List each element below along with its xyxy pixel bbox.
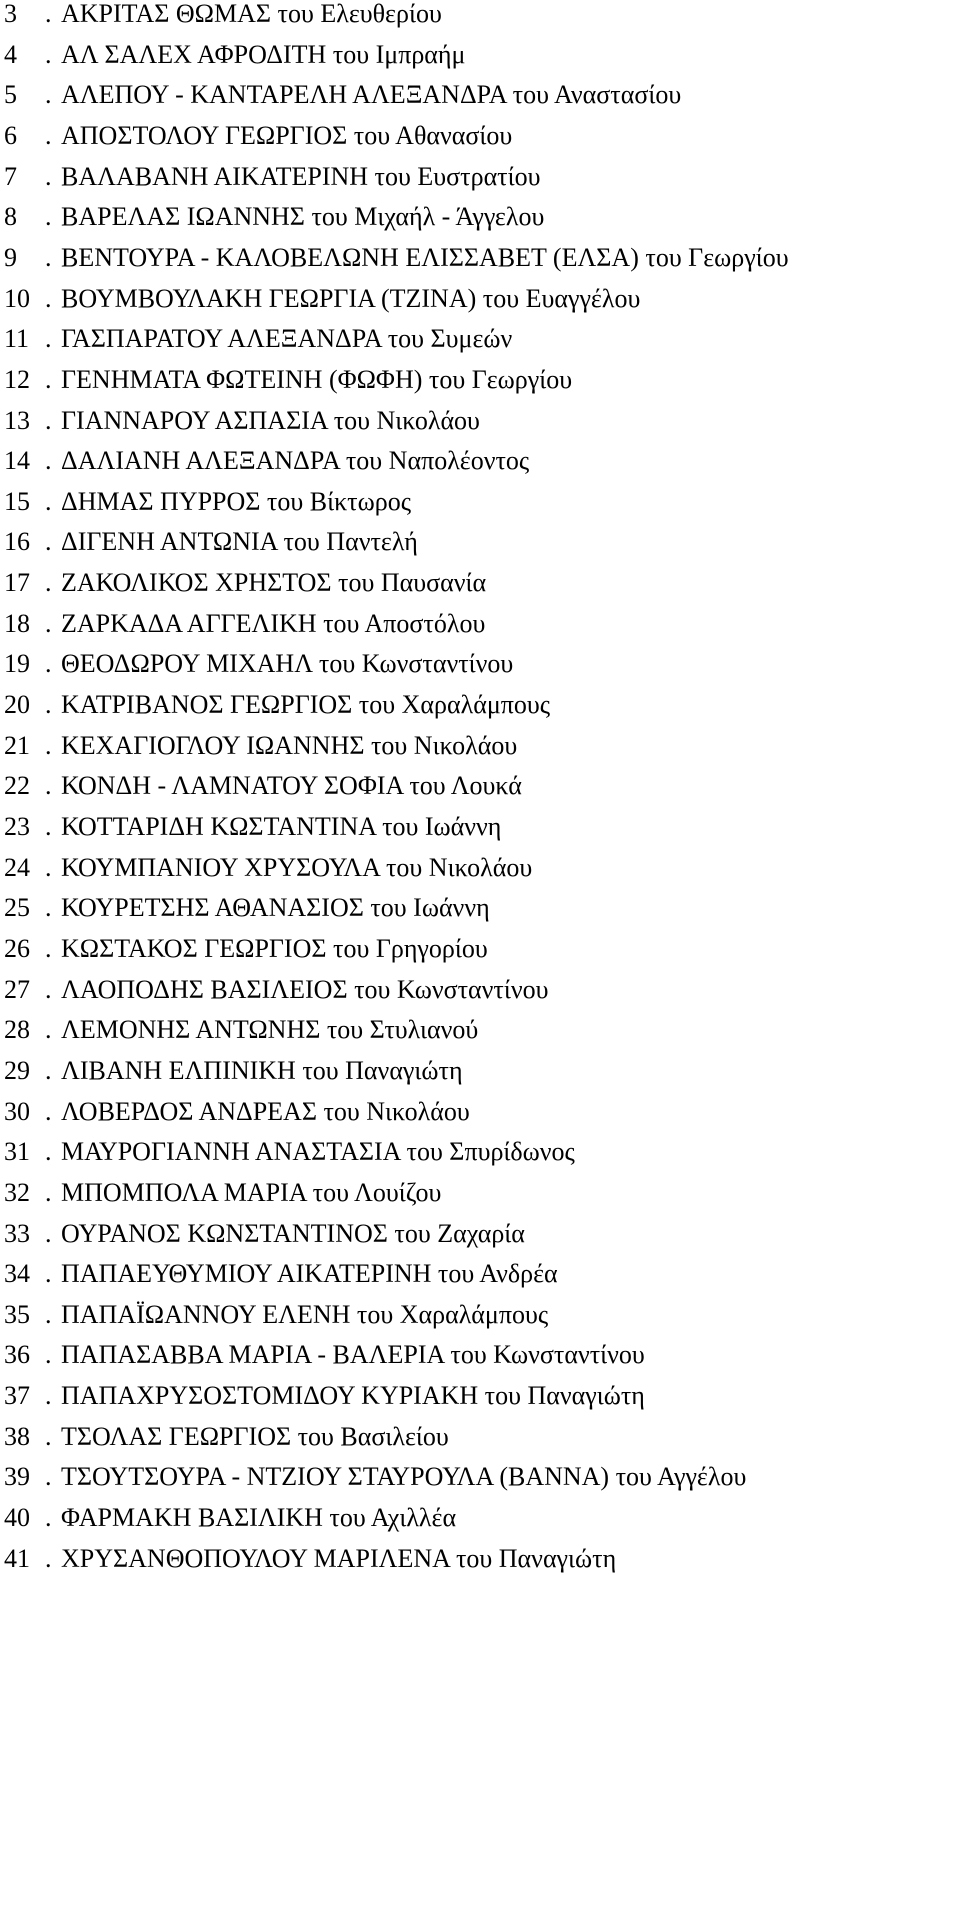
list-item-number: 17 xyxy=(4,568,30,598)
list-item-name: ΜΑΥΡΟΓΙΑΝΝΗ ΑΝΑΣΤΑΣΙΑ του Σπυρίδωνος xyxy=(61,1137,575,1167)
list-item-separator: . xyxy=(45,1096,52,1126)
list-item-number: 11 xyxy=(4,324,30,354)
list-item-separator: . xyxy=(45,1340,52,1370)
list-item-number: 7 xyxy=(4,161,17,191)
list-item-number: 10 xyxy=(4,283,30,313)
list-item-separator: . xyxy=(45,1503,52,1533)
list-item-name: ΚΟΥΡΕΤΣΗΣ ΑΘΑΝΑΣΙΟΣ του Ιωάννη xyxy=(61,893,490,923)
list-item-number: 32 xyxy=(4,1177,30,1207)
list-item-number: 39 xyxy=(4,1462,30,1492)
list-item-name: ΖΑΚΟΛΙΚΟΣ ΧΡΗΣΤΟΣ του Παυσανία xyxy=(61,568,487,598)
list-item-separator: . xyxy=(45,1421,52,1451)
list-item-number: 33 xyxy=(4,1218,30,1248)
list-item-number: 36 xyxy=(4,1340,30,1370)
list-item-name: ΑΠΟΣΤΟΛΟΥ ΓΕΩΡΓΙΟΣ του Αθανασίου xyxy=(61,120,513,150)
list-item-name: ΔΙΓΕΝΗ ΑΝΤΩΝΙΑ του Παντελή xyxy=(61,527,418,557)
list-item-separator: . xyxy=(45,202,52,232)
list-item-separator: . xyxy=(45,771,52,801)
list-item-number: 20 xyxy=(4,690,30,720)
list-item-separator: . xyxy=(45,446,52,476)
list-item xyxy=(4,482,411,522)
list-item xyxy=(4,0,442,34)
list-item-separator: . xyxy=(45,39,52,69)
list-item xyxy=(4,929,488,969)
list-item-number: 24 xyxy=(4,852,30,882)
list-item xyxy=(4,1498,456,1538)
list-item-number: 37 xyxy=(4,1381,30,1411)
list-item-name: ΓΙΑΝΝΑΡΟΥ ΑΣΠΑΣΙΑ του Νικολάου xyxy=(61,405,480,435)
list-item-name: ΓΑΣΠΑΡΑΤΟΥ ΑΛΕΞΑΝΔΡΑ του Συμεών xyxy=(61,324,513,354)
list-item-name: ΟΥΡΑΝΟΣ ΚΩΝΣΤΑΝΤΙΝΟΣ του Ζαχαρία xyxy=(61,1218,525,1248)
list-item-number: 31 xyxy=(4,1137,30,1167)
list-item xyxy=(4,1254,558,1294)
list-item-name: ΚΟΤΤΑΡΙΔΗ ΚΩΣΤΑΝΤΙΝΑ του Ιωάννη xyxy=(61,812,502,841)
list-item-name: ΒΑΛΑΒΑΝΗ ΑΙΚΑΤΕΡΙΝΗ του Ευστρατίου xyxy=(61,161,541,191)
list-item xyxy=(4,970,549,1010)
list-item-number: 26 xyxy=(4,933,30,963)
list-item xyxy=(4,1376,645,1416)
list-item-name: ΑΚΡΙΤΑΣ ΘΩΜΑΣ του Ελευθερίου xyxy=(61,0,442,28)
list-item-name: ΑΛ ΣΑΛΕΧ ΑΦΡΟΔΙΤΗ του Ιμπραήμ xyxy=(61,39,466,69)
list-item xyxy=(4,319,512,359)
list-item xyxy=(4,604,485,644)
list-item-separator: . xyxy=(45,690,52,720)
list-item-number: 21 xyxy=(4,730,30,760)
list-item-number: 22 xyxy=(4,771,30,801)
list-item xyxy=(4,441,529,481)
list-item-separator: . xyxy=(45,812,52,841)
list-item-name: ΒΕΝΤΟΥΡΑ - ΚΑΛΟΒΕΛΩΝΗ ΕΛΙΣΣΑΒΕΤ (ΕΛΣΑ) του Γεωργίου xyxy=(61,242,789,272)
list-item-separator: . xyxy=(45,0,52,28)
list-item-separator: . xyxy=(45,1015,52,1045)
list-item-separator: . xyxy=(45,486,52,516)
list-item-number: 23 xyxy=(4,812,30,841)
list-item-number: 9 xyxy=(4,242,17,272)
list-item xyxy=(4,197,544,237)
list-item-separator: . xyxy=(45,1055,52,1085)
list-item-name: ΛΟΒΕΡΔΟΣ ΑΝΔΡΕΑΣ του Νικολάου xyxy=(61,1096,470,1126)
list-item xyxy=(4,35,465,75)
list-item xyxy=(4,360,572,400)
list-item-number: 12 xyxy=(4,364,30,394)
list-item-number: 19 xyxy=(4,649,30,679)
list-item-separator: . xyxy=(45,974,52,1004)
list-item xyxy=(4,807,501,847)
list-item xyxy=(4,75,681,115)
list-item-separator: . xyxy=(45,608,52,638)
list-item xyxy=(4,1539,616,1579)
list-item xyxy=(4,401,480,441)
list-item xyxy=(4,238,789,278)
list-item-number: 4 xyxy=(4,39,17,69)
list-item-separator: . xyxy=(45,1543,52,1573)
list-item-separator: . xyxy=(45,649,52,679)
list-item-name: ΛΑΟΠΟΔΗΣ ΒΑΣΙΛΕΙΟΣ του Κωνσταντίνου xyxy=(61,974,549,1004)
list-item-separator: . xyxy=(45,1218,52,1248)
list-item-separator: . xyxy=(45,1177,52,1207)
list-item-separator: . xyxy=(45,161,52,191)
list-item xyxy=(4,644,513,684)
list-item-number: 41 xyxy=(4,1543,30,1573)
list-item-name: ΒΟΥΜΒΟΥΛΑΚΗ ΓΕΩΡΓΙΑ (ΤΖΙΝΑ) του Ευαγγέλου xyxy=(61,283,641,313)
list-item xyxy=(4,848,532,888)
list-item-name: ΠΑΠΑΕΥΘΥΜΙΟΥ ΑΙΚΑΤΕΡΙΝΗ του Ανδρέα xyxy=(61,1259,558,1289)
list-item-number: 28 xyxy=(4,1015,30,1045)
list-item-name: ΠΑΠΑΪΩΑΝΝΟΥ ΕΛΕΝΗ του Χαραλάμπους xyxy=(61,1299,549,1329)
list-item-separator: . xyxy=(45,568,52,598)
list-item xyxy=(4,563,486,603)
list-item xyxy=(4,726,517,766)
list-item xyxy=(4,1335,645,1375)
list-item-number: 25 xyxy=(4,893,30,923)
list-item xyxy=(4,766,522,806)
list-item-separator: . xyxy=(45,1299,52,1329)
list-item-separator: . xyxy=(45,1381,52,1411)
list-item-name: ΚΟΝΔΗ - ΛΑΜΝΑΤΟΥ ΣΟΦΙΑ του Λουκά xyxy=(61,771,522,801)
list-item-number: 35 xyxy=(4,1299,30,1329)
list-item-number: 34 xyxy=(4,1259,30,1289)
list-item xyxy=(4,1132,575,1172)
list-item-name: ΦΑΡΜΑΚΗ ΒΑΣΙΛΙΚΗ του Αχιλλέα xyxy=(61,1503,457,1533)
list-item-name: ΓΕΝΗΜΑΤΑ ΦΩΤΕΙΝΗ (ΦΩΦΗ) του Γεωργίου xyxy=(61,364,573,394)
list-item-separator: . xyxy=(45,120,52,150)
list-item-name: ΚΕΧΑΓΙΟΓΛΟΥ ΙΩΑΝΝΗΣ του Νικολάου xyxy=(61,730,518,760)
list-item-name: ΑΛΕΠΟΥ - ΚΑΝΤΑΡΕΛΗ ΑΛΕΞΑΝΔΡΑ του Αναστασίου xyxy=(61,80,682,110)
list-item-number: 14 xyxy=(4,446,30,476)
list-item-separator: . xyxy=(45,242,52,272)
list-item-separator: . xyxy=(45,730,52,760)
list-item xyxy=(4,888,490,928)
list-item-name: ΚΑΤΡΙΒΑΝΟΣ ΓΕΩΡΓΙΟΣ του Χαραλάμπους xyxy=(61,690,551,720)
list-item-separator: . xyxy=(45,852,52,882)
list-item-separator: . xyxy=(45,527,52,557)
list-item-name: ΠΑΠΑΣΑΒΒΑ ΜΑΡΙΑ - ΒΑΛΕΡΙΑ του Κωνσταντίνου xyxy=(61,1340,645,1370)
list-item-separator: . xyxy=(45,364,52,394)
list-item-separator: . xyxy=(45,893,52,923)
list-item-number: 29 xyxy=(4,1055,30,1085)
list-item-name: ΤΣΟΛΑΣ ΓΕΩΡΓΙΟΣ του Βασιλείου xyxy=(61,1421,449,1451)
list-item-number: 27 xyxy=(4,974,30,1004)
list-item xyxy=(4,279,640,319)
list-item-separator: . xyxy=(45,1137,52,1167)
list-item-separator: . xyxy=(45,80,52,110)
list-item-number: 38 xyxy=(4,1421,30,1451)
list-item xyxy=(4,1051,463,1091)
list-item xyxy=(4,116,512,156)
list-item-name: ΔΑΛΙΑΝΗ ΑΛΕΞΑΝΔΡΑ του Ναπολέοντος xyxy=(61,446,530,476)
list-item-separator: . xyxy=(45,1259,52,1289)
list-item-separator: . xyxy=(45,933,52,963)
list-item xyxy=(4,1010,478,1050)
list-item xyxy=(4,157,541,197)
list-item-number: 13 xyxy=(4,405,30,435)
list-item-name: ΖΑΡΚΑΔΑ ΑΓΓΕΛΙΚΗ του Αποστόλου xyxy=(61,608,486,638)
list-item-name: ΚΩΣΤΑΚΟΣ ΓΕΩΡΓΙΟΣ του Γρηγορίου xyxy=(61,933,488,963)
list-item-name: ΜΠΟΜΠΟΛΑ ΜΑΡΙΑ του Λουίζου xyxy=(61,1177,442,1207)
list-item-name: ΤΣΟΥΤΣΟΥΡΑ - ΝΤΖΙΟΥ ΣΤΑΥΡΟΥΛΑ (ΒΑΝΝΑ) του Αγγέλου xyxy=(61,1462,747,1492)
list-item-name: ΠΑΠΑΧΡΥΣΟΣΤΟΜΙΔΟΥ ΚΥΡΙΑΚΗ του Παναγιώτη xyxy=(61,1381,645,1411)
list-item xyxy=(4,1214,525,1254)
list-item xyxy=(4,1295,548,1335)
list-item-number: 16 xyxy=(4,527,30,557)
list-item-name: ΛΙΒΑΝΗ ΕΛΠΙΝΙΚΗ του Παναγιώτη xyxy=(61,1055,463,1085)
list-item-name: ΘΕΟΔΩΡΟΥ ΜΙΧΑΗΛ του Κωνσταντίνου xyxy=(61,649,514,679)
list-item xyxy=(4,685,550,725)
list-item-name: ΧΡΥΣΑΝΘΟΠΟΥΛΟΥ ΜΑΡΙΛΕΝΑ του Παναγιώτη xyxy=(61,1543,617,1573)
list-item-separator: . xyxy=(45,283,52,313)
list-item-separator: . xyxy=(45,405,52,435)
list-item-separator: . xyxy=(45,324,52,354)
list-item xyxy=(4,1417,449,1457)
list-item-number: 8 xyxy=(4,202,17,232)
list-item-number: 5 xyxy=(4,80,17,110)
list-item-name: ΒΑΡΕΛΑΣ ΙΩΑΝΝΗΣ του Μιχαήλ - Άγγελου xyxy=(61,202,545,232)
list-item xyxy=(4,1092,470,1132)
list-item-number: 18 xyxy=(4,608,30,638)
list-item xyxy=(4,1457,746,1497)
list-item xyxy=(4,522,418,562)
list-item-name: ΔΗΜΑΣ ΠΥΡΡΟΣ του Βίκτωρος xyxy=(61,486,411,516)
list-item-number: 3 xyxy=(4,0,17,28)
list-item-number: 30 xyxy=(4,1096,30,1126)
list-item-number: 40 xyxy=(4,1503,30,1533)
list-item-name: ΚΟΥΜΠΑΝΙΟΥ ΧΡΥΣΟΥΛΑ του Νικολάου xyxy=(61,852,533,882)
list-item xyxy=(4,1173,441,1213)
list-item-number: 6 xyxy=(4,120,17,150)
list-item-separator: . xyxy=(45,1462,52,1492)
list-item-name: ΛΕΜΟΝΗΣ ΑΝΤΩΝΗΣ του Στυλιανού xyxy=(61,1015,479,1045)
list-item-number: 15 xyxy=(4,486,30,516)
